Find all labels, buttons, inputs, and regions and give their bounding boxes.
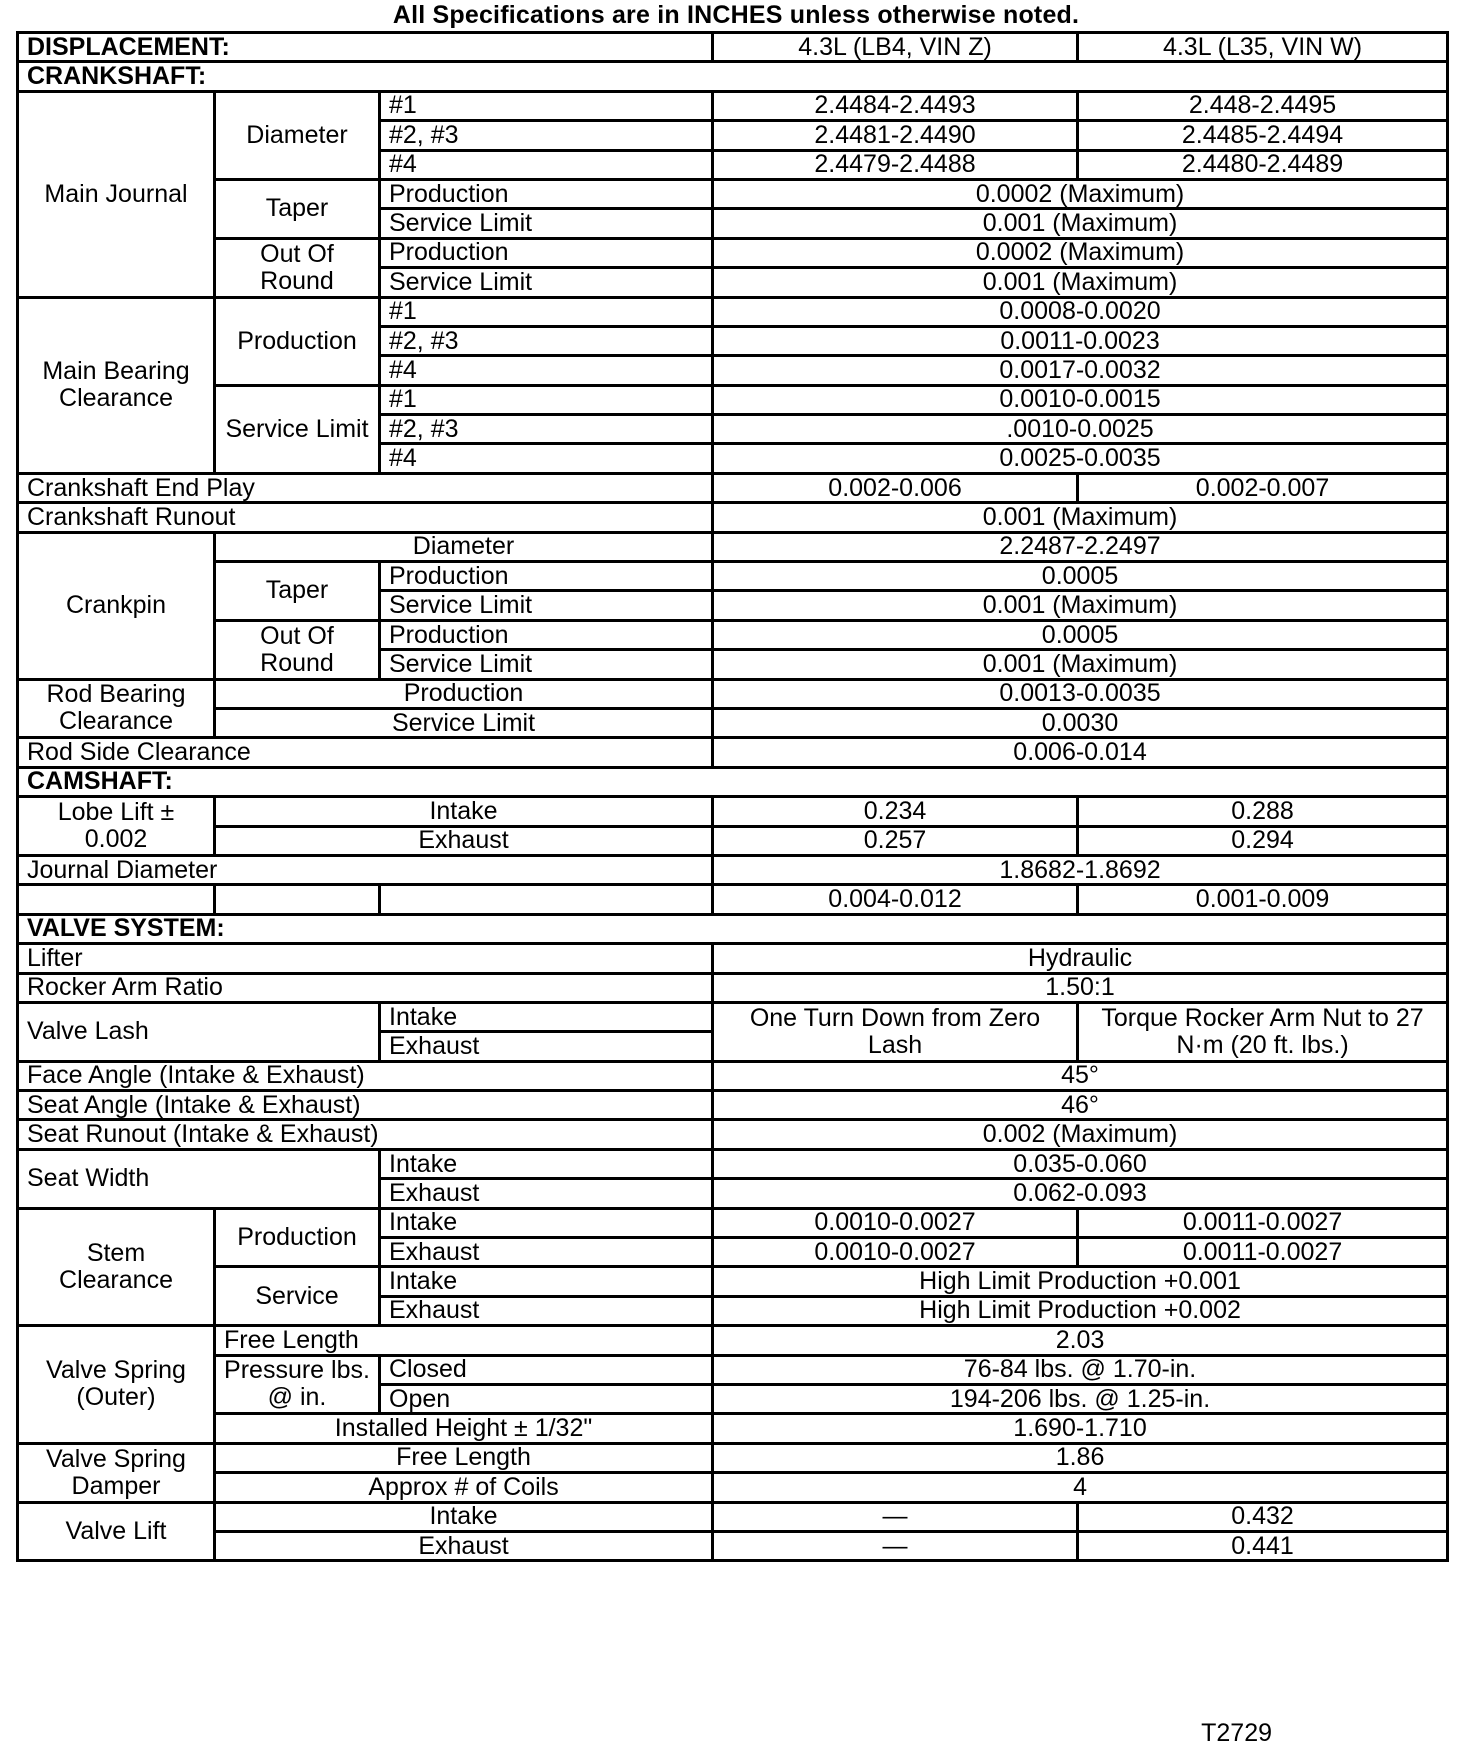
table-row (18, 385, 1448, 414)
seat-angle-label: Seat Angle (Intake & Exhaust) (18, 1091, 713, 1120)
spec-value: 0.441 (1078, 1531, 1448, 1560)
section-row (18, 767, 1448, 796)
spec-value: 0.0025-0.0035 (713, 444, 1448, 473)
production-label: Production (215, 679, 713, 708)
rocker-arm-ratio-label: Rocker Arm Ratio (18, 973, 713, 1002)
rod-bearing-clearance-label: Rod Bearing Clearance (18, 679, 215, 738)
seat-runout-label: Seat Runout (Intake & Exhaust) (18, 1120, 713, 1149)
spec-value: 0.0011-0.0027 (1078, 1238, 1448, 1267)
spec-value: High Limit Production +0.001 (713, 1267, 1448, 1296)
main-bearing-clearance-label: Main Bearing Clearance (18, 297, 215, 473)
spec-value: 0.0002 (Maximum) (713, 238, 1448, 267)
service-limit-label: Service Limit (215, 385, 380, 473)
diameter-label: Diameter (215, 91, 380, 179)
table-row (18, 238, 1448, 267)
open-label: Open (380, 1384, 713, 1413)
spec-value: Torque Rocker Arm Nut to 27 N·m (20 ft. lbs.) (1078, 1002, 1448, 1061)
table-row (18, 620, 1448, 649)
out-of-round-label: Out Of Round (215, 238, 380, 297)
figure-code: T2729 (1201, 1719, 1272, 1747)
intake-label: Intake (380, 1208, 713, 1237)
production-label: Production (215, 297, 380, 385)
spec-value: 0.0010-0.0027 (713, 1238, 1078, 1267)
journal-1-label: #1 (380, 385, 713, 414)
table-row (18, 679, 1448, 708)
specifications-table (16, 31, 1449, 1562)
table-row (18, 1326, 1448, 1355)
spec-value: 2.4484-2.4493 (713, 91, 1078, 120)
intake-label: Intake (380, 1149, 713, 1178)
table-row (18, 1414, 1448, 1443)
valve-spring-outer-label: Valve Spring (Outer) (18, 1326, 215, 1444)
service-limit-label: Service Limit (215, 708, 713, 737)
spec-value: 2.4485-2.4494 (1078, 121, 1448, 150)
spec-value: 0.002 (Maximum) (713, 1120, 1448, 1149)
spec-value: 2.4479-2.4488 (713, 150, 1078, 179)
spec-value: 0.001 (Maximum) (713, 268, 1448, 297)
intake-label: Intake (380, 1267, 713, 1296)
table-row (18, 738, 1448, 767)
spec-value: 0.001 (Maximum) (713, 503, 1448, 532)
spec-value: 0.002-0.006 (713, 473, 1078, 502)
table-row (18, 1267, 1448, 1296)
spec-value: One Turn Down from Zero Lash (713, 1002, 1078, 1061)
exhaust-label: Exhaust (215, 826, 713, 855)
installed-height-label: Installed Height ± 1/32" (215, 1414, 713, 1443)
production-label: Production (380, 238, 713, 267)
section-row (18, 914, 1448, 943)
table-row (18, 1120, 1448, 1149)
spec-value: 0.288 (1078, 797, 1448, 826)
table-row (18, 473, 1448, 502)
spec-value: 2.2487-2.2497 (713, 532, 1448, 561)
pressure-label: Pressure lbs. @ in. (215, 1355, 380, 1414)
engine-header-lb4: 4.3L (LB4, VIN Z) (713, 33, 1078, 62)
journal-diameter-label: Journal Diameter (18, 855, 713, 884)
rod-side-clearance-label: Rod Side Clearance (18, 738, 713, 767)
service-label: Service (215, 1267, 380, 1326)
table-row (18, 562, 1448, 591)
intake-label: Intake (215, 797, 713, 826)
spec-value: 46° (713, 1091, 1448, 1120)
service-limit-label: Service Limit (380, 209, 713, 238)
exhaust-label: Exhaust (380, 1238, 713, 1267)
journal-4-label: #4 (380, 150, 713, 179)
diameter-label: Diameter (215, 532, 713, 561)
table-row (18, 1208, 1448, 1237)
table-row (18, 1443, 1448, 1472)
spec-value: 2.4480-2.4489 (1078, 150, 1448, 179)
exhaust-label: Exhaust (380, 1179, 713, 1208)
spec-value: High Limit Production +0.002 (713, 1296, 1448, 1325)
table-row (18, 1355, 1448, 1384)
valve-lash-label: Valve Lash (18, 1002, 380, 1061)
table-row (18, 826, 1448, 855)
service-limit-label: Service Limit (380, 268, 713, 297)
empty-cell (215, 885, 380, 914)
exhaust-label: Exhaust (380, 1296, 713, 1325)
spec-value: 1.86 (713, 1443, 1448, 1472)
spec-value: 1.8682-1.8692 (713, 855, 1448, 884)
displacement-row (18, 33, 1448, 62)
journal-23-label: #2, #3 (380, 415, 713, 444)
spec-value: 0.062-0.093 (713, 1179, 1448, 1208)
section-valve-system: VALVE SYSTEM: (18, 914, 1448, 943)
spec-value: 2.03 (713, 1326, 1448, 1355)
table-row (18, 855, 1448, 884)
displacement-label: DISPLACEMENT: (18, 33, 713, 62)
taper-label: Taper (215, 179, 380, 238)
spec-value: 0.0005 (713, 620, 1448, 649)
crankpin-label: Crankpin (18, 532, 215, 679)
spec-value: 0.002-0.007 (1078, 473, 1448, 502)
table-row (18, 708, 1448, 737)
spec-value: 0.234 (713, 797, 1078, 826)
spec-value: — (713, 1502, 1078, 1531)
closed-label: Closed (380, 1355, 713, 1384)
service-limit-label: Service Limit (380, 591, 713, 620)
spec-value: 0.001-0.009 (1078, 885, 1448, 914)
journal-23-label: #2, #3 (380, 121, 713, 150)
section-crankshaft: CRANKSHAFT: (18, 62, 1448, 91)
stem-clearance-label: Stem Clearance (18, 1208, 215, 1326)
spec-value: 0.0013-0.0035 (713, 679, 1448, 708)
spec-value: 76-84 lbs. @ 1.70-in. (713, 1355, 1448, 1384)
valve-spring-damper-label: Valve Spring Damper (18, 1443, 215, 1502)
spec-value: 0.001 (Maximum) (713, 209, 1448, 238)
lobe-lift-label: Lobe Lift ± 0.002 (18, 797, 215, 856)
table-row (18, 944, 1448, 973)
free-length-label: Free Length (215, 1326, 713, 1355)
seat-width-label: Seat Width (18, 1149, 380, 1208)
production-label: Production (380, 562, 713, 591)
spec-value: Hydraulic (713, 944, 1448, 973)
out-of-round-label: Out Of Round (215, 620, 380, 679)
spec-value: 4 (713, 1473, 1448, 1502)
spec-value: 194-206 lbs. @ 1.25-in. (713, 1384, 1448, 1413)
main-journal-label: Main Journal (18, 91, 215, 297)
spec-value: 0.0005 (713, 562, 1448, 591)
spec-value: 0.006-0.014 (713, 738, 1448, 767)
spec-value: 1.50:1 (713, 973, 1448, 1002)
spec-value: 45° (713, 1061, 1448, 1090)
free-length-label: Free Length (215, 1443, 713, 1472)
spec-value: 0.001 (Maximum) (713, 591, 1448, 620)
section-camshaft: CAMSHAFT: (18, 767, 1448, 796)
page-heading: All Specifications are in INCHES unless otherwise noted. (392, 1, 1080, 29)
journal-4-label: #4 (380, 356, 713, 385)
spec-value: 0.432 (1078, 1502, 1448, 1531)
table-row (18, 297, 1448, 326)
spec-value: 0.257 (713, 826, 1078, 855)
journal-1-label: #1 (380, 297, 713, 326)
spec-value: 2.448-2.4495 (1078, 91, 1448, 120)
spec-value: .0010-0.0025 (713, 415, 1448, 444)
spec-value: 0.294 (1078, 826, 1448, 855)
spec-value: 0.001 (Maximum) (713, 650, 1448, 679)
section-row (18, 62, 1448, 91)
table-row (18, 1502, 1448, 1531)
intake-label: Intake (215, 1502, 713, 1531)
journal-1-label: #1 (380, 91, 713, 120)
spec-value: 0.0017-0.0032 (713, 356, 1448, 385)
table-row (18, 1531, 1448, 1560)
intake-label: Intake (380, 1002, 713, 1031)
spec-value: 0.0030 (713, 708, 1448, 737)
face-angle-label: Face Angle (Intake & Exhaust) (18, 1061, 713, 1090)
approx-coils-label: Approx # of Coils (215, 1473, 713, 1502)
spec-value: 0.035-0.060 (713, 1149, 1448, 1178)
spec-value: 0.0010-0.0027 (713, 1208, 1078, 1237)
table-row (18, 91, 1448, 120)
production-label: Production (380, 620, 713, 649)
production-label: Production (380, 179, 713, 208)
exhaust-label: Exhaust (215, 1531, 713, 1560)
table-row (18, 1002, 1448, 1031)
table-row (18, 1061, 1448, 1090)
spec-value: 0.0011-0.0023 (713, 326, 1448, 355)
table-row (18, 532, 1448, 561)
empty-cell (18, 885, 215, 914)
empty-cell (380, 885, 713, 914)
table-row (18, 797, 1448, 826)
lifter-label: Lifter (18, 944, 713, 973)
spec-value: — (713, 1531, 1078, 1560)
table-row (18, 179, 1448, 208)
spec-value: 0.0008-0.0020 (713, 297, 1448, 326)
crankshaft-end-play-label: Crankshaft End Play (18, 473, 713, 502)
crankshaft-runout-label: Crankshaft Runout (18, 503, 713, 532)
spec-value: 0.0002 (Maximum) (713, 179, 1448, 208)
table-row (18, 1473, 1448, 1502)
table-row (18, 885, 1448, 914)
spec-value: 2.4481-2.4490 (713, 121, 1078, 150)
exhaust-label: Exhaust (380, 1032, 713, 1061)
spec-value: 0.0011-0.0027 (1078, 1208, 1448, 1237)
production-label: Production (215, 1208, 380, 1267)
table-row (18, 973, 1448, 1002)
spec-value: 0.004-0.012 (713, 885, 1078, 914)
taper-label: Taper (215, 562, 380, 621)
valve-lift-label: Valve Lift (18, 1502, 215, 1561)
table-row (18, 1149, 1448, 1178)
spec-value: 1.690-1.710 (713, 1414, 1448, 1443)
spec-value: 0.0010-0.0015 (713, 385, 1448, 414)
table-row (18, 503, 1448, 532)
service-limit-label: Service Limit (380, 650, 713, 679)
table-row (18, 1091, 1448, 1120)
journal-23-label: #2, #3 (380, 326, 713, 355)
journal-4-label: #4 (380, 444, 713, 473)
engine-header-l35: 4.3L (L35, VIN W) (1078, 33, 1448, 62)
